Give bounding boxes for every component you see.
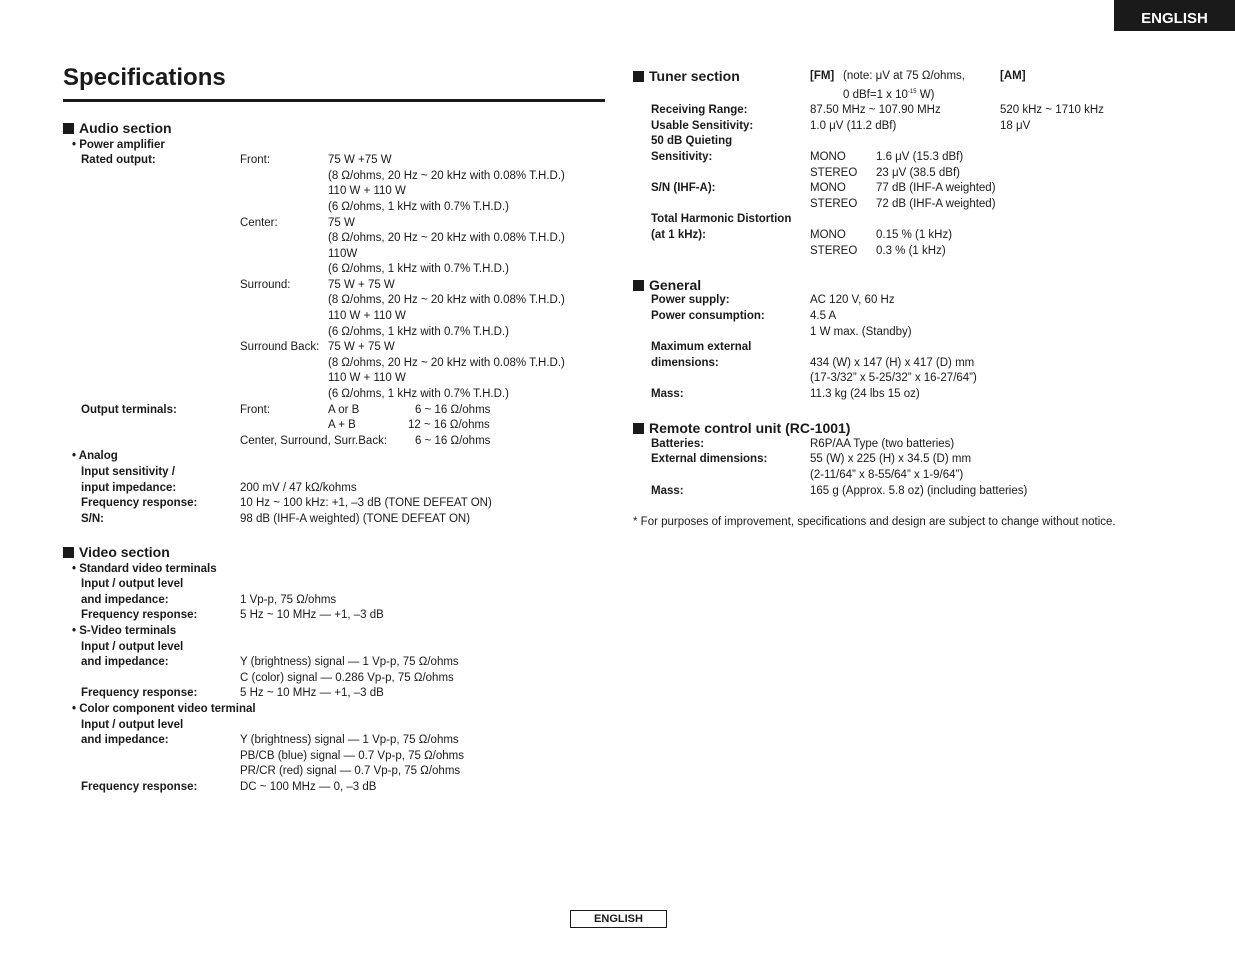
usable-sensitivity-am: 18 μV <box>1000 120 1031 132</box>
quieting-mono-value: 1.6 μV (15.3 dBf) <box>876 151 964 163</box>
ot-center-label: Center, Surround, Surr.Back: <box>240 435 388 447</box>
frequency-response-label: Frequency response: <box>81 781 198 793</box>
power-amplifier-label: • Power amplifier <box>72 139 165 151</box>
ot-a-or-b-label: A or B <box>328 404 360 416</box>
fm-note: (note: μV at 75 Ω/ohms, <box>843 70 965 82</box>
power-supply-value: AC 120 V, 60 Hz <box>810 294 895 306</box>
rated-value: (8 Ω/ohms, 20 Hz ~ 20 kHz with 0.08% T.H.D.) <box>328 170 565 182</box>
cc-y-value: Y (brightness) signal — 1 Vp-p, 75 Ω/ohms <box>240 734 459 746</box>
front-label: Front: <box>240 154 271 166</box>
quieting-stereo-value: 23 μV (38.5 dBf) <box>876 167 960 179</box>
component-video-label: • Color component video terminal <box>72 703 256 715</box>
frequency-response-value: DC ~ 100 MHz — 0, –3 dB <box>240 781 377 793</box>
input-impedance-value: 200 mV / 47 kΩ/kohms <box>240 482 357 494</box>
square-bullet-icon <box>633 423 644 434</box>
rated-value: 75 W +75 W <box>328 154 392 166</box>
power-consumption-value: 4.5 A <box>810 310 837 322</box>
rated-value: (8 Ω/ohms, 20 Hz ~ 20 kHz with 0.08% T.H.D.) <box>328 232 565 244</box>
audio-section-heading <box>63 120 172 136</box>
impedance-label: and impedance: <box>81 594 169 606</box>
rated-value: (6 Ω/ohms, 1 kHz with 0.7% T.H.D.) <box>328 201 509 213</box>
batteries-label: Batteries: <box>651 438 705 450</box>
language-tab: ENGLISH <box>1114 0 1235 31</box>
rated-value: (8 Ω/ohms, 20 Hz ~ 20 kHz with 0.08% T.H.D.) <box>328 294 565 306</box>
external-dimensions-value: 55 (W) x 225 (H) x 34.5 (D) mm <box>810 453 972 465</box>
max-external-label: Maximum external <box>651 341 752 353</box>
impedance-value: 1 Vp-p, 75 Ω/ohms <box>240 594 337 606</box>
rated-value: 75 W <box>328 217 355 229</box>
ot-front-label: Front: <box>240 404 271 416</box>
receiving-range-am: 520 kHz ~ 1710 kHz <box>1000 104 1104 116</box>
stereo-label: STEREO <box>810 167 858 179</box>
surround-label: Surround: <box>240 279 291 291</box>
usable-sensitivity-fm: 1.0 μV (11.2 dBf) <box>810 120 897 132</box>
sn-label: S/N: <box>81 513 104 525</box>
thd-stereo-value: 0.3 % (1 kHz) <box>876 245 946 257</box>
io-level-label: Input / output level <box>81 719 184 731</box>
general-section-heading <box>633 277 701 293</box>
input-sensitivity-label: Input sensitivity / <box>81 466 175 478</box>
ot-center-value: 6 ~ 16 Ω/ohms <box>415 435 491 447</box>
sn-value: 98 dB (IHF-A weighted) (TONE DEFEAT ON) <box>240 513 471 525</box>
mass-value: 11.3 kg (24 lbs 15 oz) <box>810 388 920 400</box>
square-bullet-icon <box>63 547 74 558</box>
square-bullet-icon <box>633 71 644 82</box>
cc-pr-value: PR/CR (red) signal — 0.7 Vp-p, 75 Ω/ohms <box>240 765 461 777</box>
sn-ihf-label: S/N (IHF-A): <box>651 182 716 194</box>
thd-mono-value: 0.15 % (1 kHz) <box>876 229 953 241</box>
frequency-response-value: 10 Hz ~ 100 kHz: +1, –3 dB (TONE DEFEAT ON) <box>240 497 492 509</box>
mono-label: MONO <box>810 229 846 241</box>
rated-value: (8 Ω/ohms, 20 Hz ~ 20 kHz with 0.08% T.H.D.) <box>328 357 565 369</box>
am-label: [AM] <box>1000 70 1026 82</box>
standby-value: 1 W max. (Standby) <box>810 326 912 338</box>
dimensions-value: 434 (W) x 147 (H) x 417 (D) mm <box>810 357 975 369</box>
footnote: * For purposes of improvement, specifications and design are subject to change without notice. <box>633 516 1116 528</box>
mono-label: MONO <box>810 151 846 163</box>
rated-output-label: Rated output: <box>81 154 156 166</box>
sn-mono-value: 77 dB (IHF-A weighted) <box>876 182 996 194</box>
sv-c-value: C (color) signal — 0.286 Vp-p, 75 Ω/ohms <box>240 672 454 684</box>
page-title: Specifications <box>63 64 226 91</box>
dimensions-label: dimensions: <box>651 357 719 369</box>
usable-sensitivity-label: Usable Sensitivity: <box>651 120 754 132</box>
impedance-label: and impedance: <box>81 656 169 668</box>
mass-value: 165 g (Approx. 5.8 oz) (including batteries) <box>810 485 1028 497</box>
title-underline <box>63 99 605 102</box>
receiving-range-label: Receiving Range: <box>651 104 748 116</box>
rated-value: 110 W + 110 W <box>328 185 406 197</box>
power-consumption-label: Power consumption: <box>651 310 765 322</box>
fm-label: [FM] <box>810 70 835 82</box>
video-section-title: Video section <box>79 544 170 560</box>
rated-value: 110 W + 110 W <box>328 372 406 384</box>
footer-language-label: ENGLISH <box>570 910 667 928</box>
audio-section-title: Audio section <box>79 120 172 136</box>
stereo-label: STEREO <box>810 245 858 257</box>
tuner-section-title: Tuner section <box>649 68 740 84</box>
square-bullet-icon <box>633 280 644 291</box>
rated-value: 110W <box>328 248 358 260</box>
output-terminals-label: Output terminals: <box>81 404 177 416</box>
power-supply-label: Power supply: <box>651 294 730 306</box>
general-section-title: General <box>649 277 702 293</box>
rated-value: (6 Ω/ohms, 1 kHz with 0.7% T.H.D.) <box>328 388 509 400</box>
rated-value: (6 Ω/ohms, 1 kHz with 0.7% T.H.D.) <box>328 263 509 275</box>
ot-a-or-b-value: 6 ~ 16 Ω/ohms <box>415 404 491 416</box>
rated-value: 110 W + 110 W <box>328 310 406 322</box>
ot-a-plus-b-label: A + B <box>328 419 356 431</box>
thd-at-label: (at 1 kHz): <box>651 229 706 241</box>
frequency-response-value: 5 Hz ~ 10 MHz — +1, –3 dB <box>240 687 384 699</box>
standard-video-label: • Standard video terminals <box>72 563 217 575</box>
s-video-label: • S-Video terminals <box>72 625 177 637</box>
impedance-label: and impedance: <box>81 734 169 746</box>
rated-value: 75 W + 75 W <box>328 341 395 353</box>
remote-section-heading <box>633 420 850 436</box>
analog-label: • Analog <box>72 450 118 462</box>
external-dimensions-label: External dimensions: <box>651 453 768 465</box>
sn-stereo-value: 72 dB (IHF-A weighted) <box>876 198 996 210</box>
frequency-response-label: Frequency response: <box>81 609 198 621</box>
ot-a-plus-b-value: 12 ~ 16 Ω/ohms <box>408 419 490 431</box>
io-level-label: Input / output level <box>81 641 184 653</box>
frequency-response-label: Frequency response: <box>81 497 198 509</box>
center-label: Center: <box>240 217 278 229</box>
rated-value: 75 W + 75 W <box>328 279 395 291</box>
surround-back-label: Surround Back: <box>240 341 320 353</box>
io-level-label: Input / output level <box>81 578 184 590</box>
quieting-sensitivity-label: Sensitivity: <box>651 151 713 163</box>
frequency-response-label: Frequency response: <box>81 687 198 699</box>
remote-section-title: Remote control unit (RC-1001) <box>649 420 851 436</box>
square-bullet-icon <box>63 123 74 134</box>
stereo-label: STEREO <box>810 198 858 210</box>
dimensions-inch-value: (17-3/32” x 5-25/32” x 16-27/64”) <box>810 372 977 384</box>
mass-label: Mass: <box>651 485 684 497</box>
quieting-label: 50 dB Quieting <box>651 135 733 147</box>
video-section-heading <box>63 544 170 560</box>
receiving-range-fm: 87.50 MHz ~ 107.90 MHz <box>810 104 941 116</box>
mono-label: MONO <box>810 182 846 194</box>
cc-pb-value: PB/CB (blue) signal — 0.7 Vp-p, 75 Ω/ohms <box>240 750 465 762</box>
input-impedance-label: input impedance: <box>81 482 177 494</box>
batteries-value: R6P/AA Type (two batteries) <box>810 438 955 450</box>
fm-note-2: 0 dBf=1 x $10^{-15}$ W) <box>843 89 935 101</box>
external-dimensions-inch-value: (2-11/64” x 8-55/64” x 1-9/64”) <box>810 469 964 481</box>
mass-label: Mass: <box>651 388 684 400</box>
sv-y-value: Y (brightness) signal — 1 Vp-p, 75 Ω/ohms <box>240 656 459 668</box>
thd-label: Total Harmonic Distortion <box>651 213 792 225</box>
rated-value: (6 Ω/ohms, 1 kHz with 0.7% T.H.D.) <box>328 326 509 338</box>
frequency-response-value: 5 Hz ~ 10 MHz — +1, –3 dB <box>240 609 384 621</box>
tuner-section-heading <box>633 68 740 84</box>
